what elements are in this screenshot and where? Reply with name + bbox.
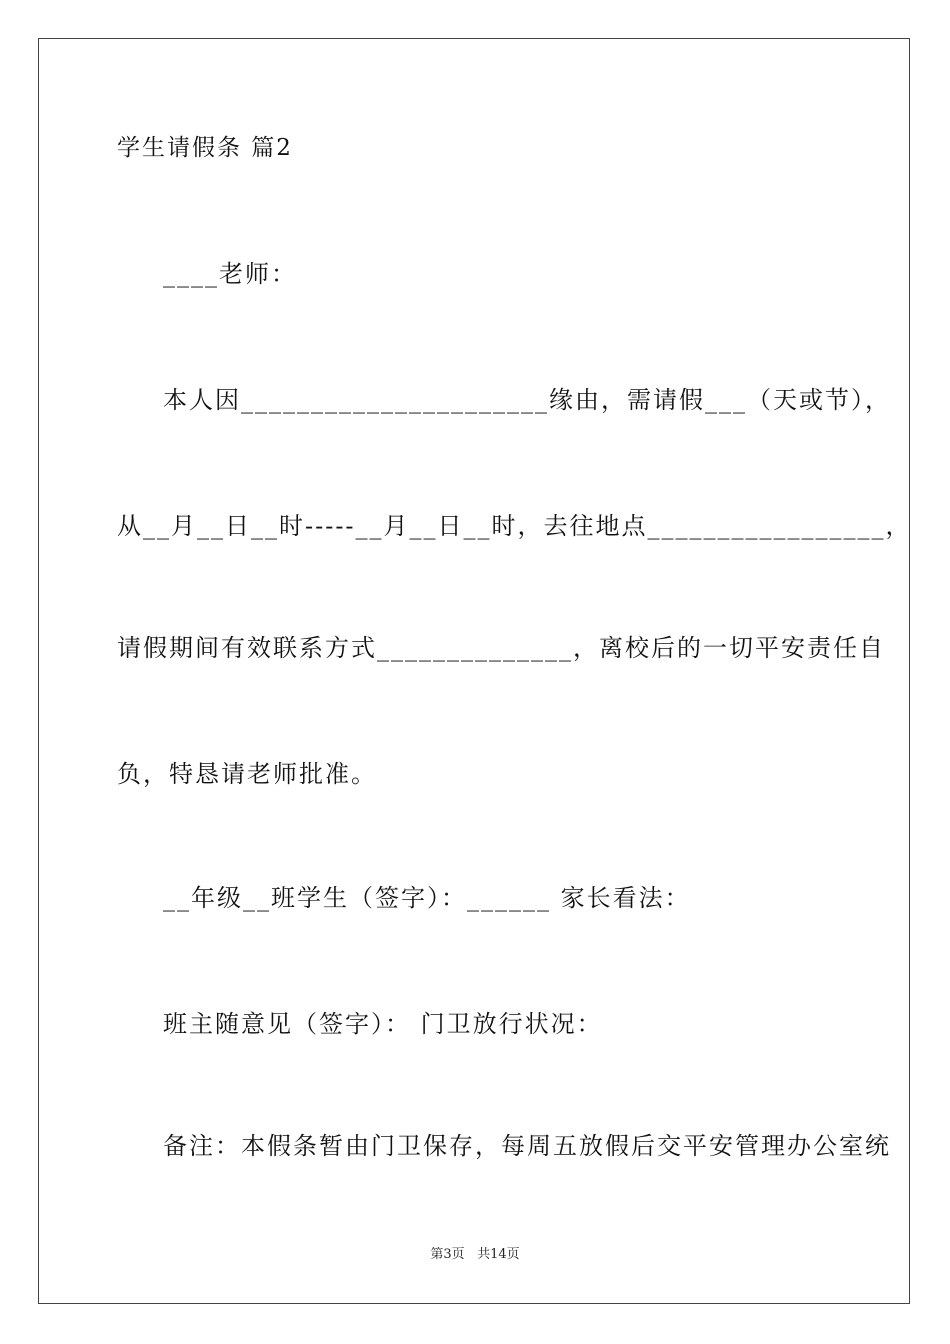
page-border: [38, 38, 910, 1304]
page-number: 第3页: [430, 1247, 465, 1262]
body-line-approval: 负，特恳请老师批准。: [117, 760, 377, 788]
document-title: 学生请假条 篇2: [117, 135, 293, 161]
body-line-contact: 请假期间有效联系方式______________，离校后的一切平安责任自: [117, 634, 885, 662]
salutation-line: ____老师：: [163, 260, 297, 288]
signature-line-student: __年级__班学生（签字）：______ 家长看法：: [163, 884, 691, 912]
signature-line-teacher: 班主随意见（签字）： 门卫放行状况：: [163, 1010, 603, 1038]
remarks-line: 备注：本假条暂由门卫保存，每周五放假后交平安管理办公室统: [163, 1132, 891, 1160]
body-line-reason: 本人因______________________缘由，需请假___（天或节），: [163, 386, 891, 414]
total-pages: 共14页: [477, 1247, 520, 1262]
page-footer: [0, 1246, 950, 1264]
body-line-dates: 从__月__日__时-----__月__日__时，去往地点_________________，: [117, 512, 912, 540]
